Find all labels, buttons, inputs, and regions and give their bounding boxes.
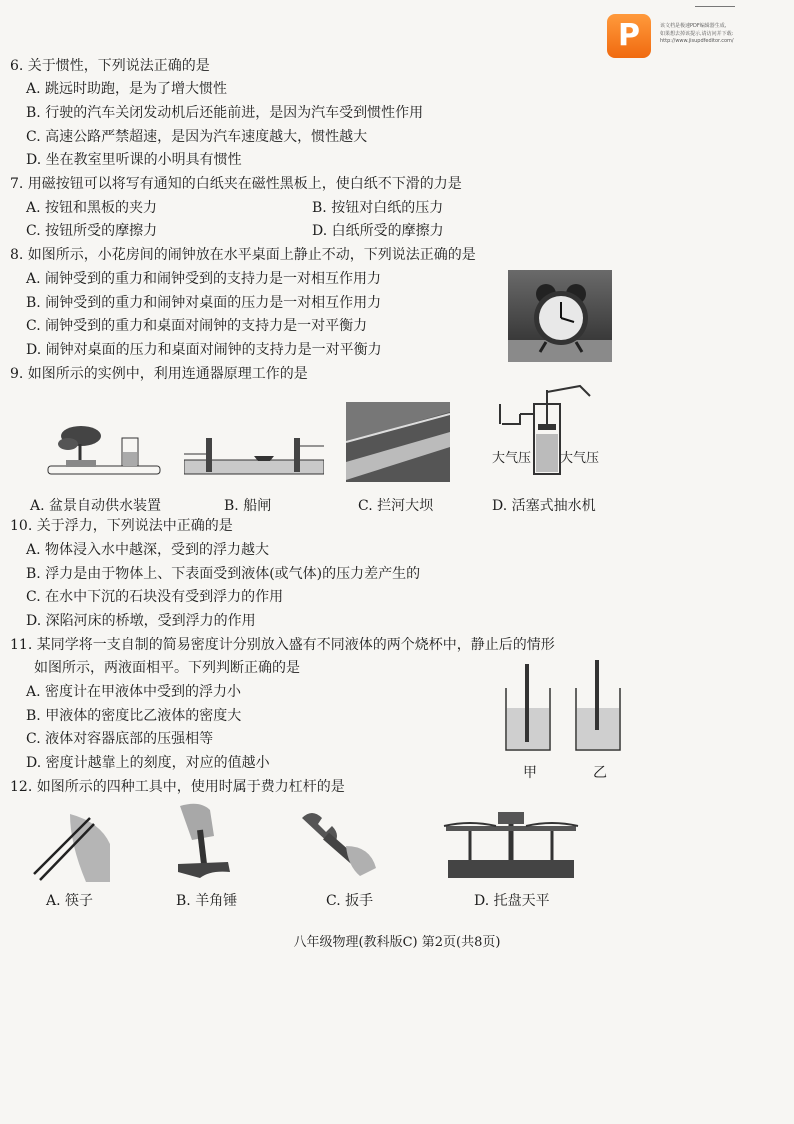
q9-option-b: B. 船闸 bbox=[224, 498, 272, 514]
q8-stem: 8. 如图所示，小花房间的闹钟放在水平桌面上静止不动，下列说法正确的是 bbox=[10, 247, 476, 263]
q12-option-a: A. 筷子 bbox=[46, 893, 94, 909]
q7-option-d: D. 白纸所受的摩擦力 bbox=[312, 223, 444, 239]
piston-pump-figure bbox=[490, 384, 610, 484]
q8-option-a: A. 闹钟受到的重力和闹钟受到的支持力是一对相互作用力 bbox=[26, 271, 382, 287]
wrench-figure bbox=[296, 806, 380, 878]
chopsticks-figure bbox=[30, 804, 114, 882]
q10-option-c: C. 在水中下沉的石块没有受到浮力的作用 bbox=[26, 589, 284, 605]
q6-stem: 6. 关于惯性，下列说法正确的是 bbox=[10, 58, 210, 74]
ship-lock-figure bbox=[184, 434, 324, 480]
q12-stem: 12. 如图所示的四种工具中，使用时属于费力杠杆的是 bbox=[10, 779, 345, 795]
q11-stem-line2: 如图所示，两液面相平。下列判断正确的是 bbox=[34, 660, 300, 676]
atm-pressure-left-label: 大气压 bbox=[492, 451, 532, 466]
beaker-yi-label: 乙 bbox=[593, 765, 607, 781]
tray-balance-figure bbox=[440, 804, 582, 882]
q11-option-d: D. 密度计越靠上的刻度，对应的值越小 bbox=[26, 755, 270, 771]
q8-option-d: D. 闹钟对桌面的压力和桌面对闹钟的支持力是一对平衡力 bbox=[26, 342, 382, 358]
q11-option-a: A. 密度计在甲液体中受到的浮力小 bbox=[26, 684, 242, 700]
q9-option-d: D. 活塞式抽水机 bbox=[492, 498, 596, 514]
q10-stem: 10. 关于浮力，下列说法中正确的是 bbox=[10, 518, 233, 534]
q9-stem: 9. 如图所示的实例中，利用连通器原理工作的是 bbox=[10, 366, 308, 382]
q7-stem: 7. 用磁按钮可以将写有通知的白纸夹在磁性黑板上，使白纸不下滑的力是 bbox=[10, 176, 462, 192]
density-meter-beakers-figure bbox=[498, 660, 628, 756]
q8-option-c: C. 闹钟受到的重力和桌面对闹钟的支持力是一对平衡力 bbox=[26, 318, 368, 334]
beaker-jia-label: 甲 bbox=[523, 765, 537, 781]
q10-option-d: D. 深陷河床的桥墩，受到浮力的作用 bbox=[26, 613, 256, 629]
q7-option-b: B. 按钮对白纸的压力 bbox=[312, 200, 444, 216]
bonsai-water-supply-figure bbox=[46, 418, 164, 480]
watermark-line2: 如果想去掉该提示,请访问并下载: bbox=[660, 31, 734, 37]
q12-option-b: B. 羊角锤 bbox=[176, 893, 238, 909]
page-footer: 八年级物理(教科版C) 第2页(共8页) bbox=[293, 935, 501, 950]
pdf-editor-logo-icon: P bbox=[607, 14, 651, 58]
q11-stem: 11. 某同学将一支自制的简易密度计分别放入盛有不同液体的两个烧杯中，静止后的情形 bbox=[10, 637, 555, 653]
atm-pressure-right-label: 大气压 bbox=[560, 451, 600, 466]
q11-option-c: C. 液体对容器底部的压强相等 bbox=[26, 731, 214, 747]
q6-option-c: C. 高速公路严禁超速，是因为汽车速度越大，惯性越大 bbox=[26, 129, 368, 145]
q8-option-b: B. 闹钟受到的重力和闹钟对桌面的压力是一对相互作用力 bbox=[26, 295, 382, 311]
q9-option-c: C. 拦河大坝 bbox=[358, 498, 434, 514]
q6-option-d: D. 坐在教室里听课的小明具有惯性 bbox=[26, 152, 242, 168]
q12-option-d: D. 托盘天平 bbox=[474, 893, 550, 909]
top-rule bbox=[695, 6, 735, 7]
q10-option-b: B. 浮力是由于物体上、下表面受到液体(或气体)的压力差产生的 bbox=[26, 566, 421, 582]
q9-option-a: A. 盆景自动供水装置 bbox=[30, 498, 162, 514]
q7-option-a: A. 按钮和黑板的夹力 bbox=[26, 200, 158, 216]
alarm-clock-photo bbox=[508, 270, 612, 362]
river-dam-photo bbox=[346, 402, 450, 482]
q12-option-c: C. 扳手 bbox=[326, 893, 374, 909]
q7-option-c: C. 按钮所受的摩擦力 bbox=[26, 223, 158, 239]
q6-option-a: A. 跳远时助跑，是为了增大惯性 bbox=[26, 81, 228, 97]
q10-option-a: A. 物体浸入水中越深，受到的浮力越大 bbox=[26, 542, 270, 558]
watermark-line1: 该文档是极速PDF编辑器生成, bbox=[660, 23, 727, 29]
claw-hammer-figure bbox=[170, 800, 236, 882]
q11-option-b: B. 甲液体的密度比乙液体的密度大 bbox=[26, 708, 242, 724]
q6-option-b: B. 行驶的汽车关闭发动机后还能前进，是因为汽车受到惯性作用 bbox=[26, 105, 424, 121]
watermark-line3: http://www.jisupdfeditor.com/ bbox=[660, 38, 734, 44]
